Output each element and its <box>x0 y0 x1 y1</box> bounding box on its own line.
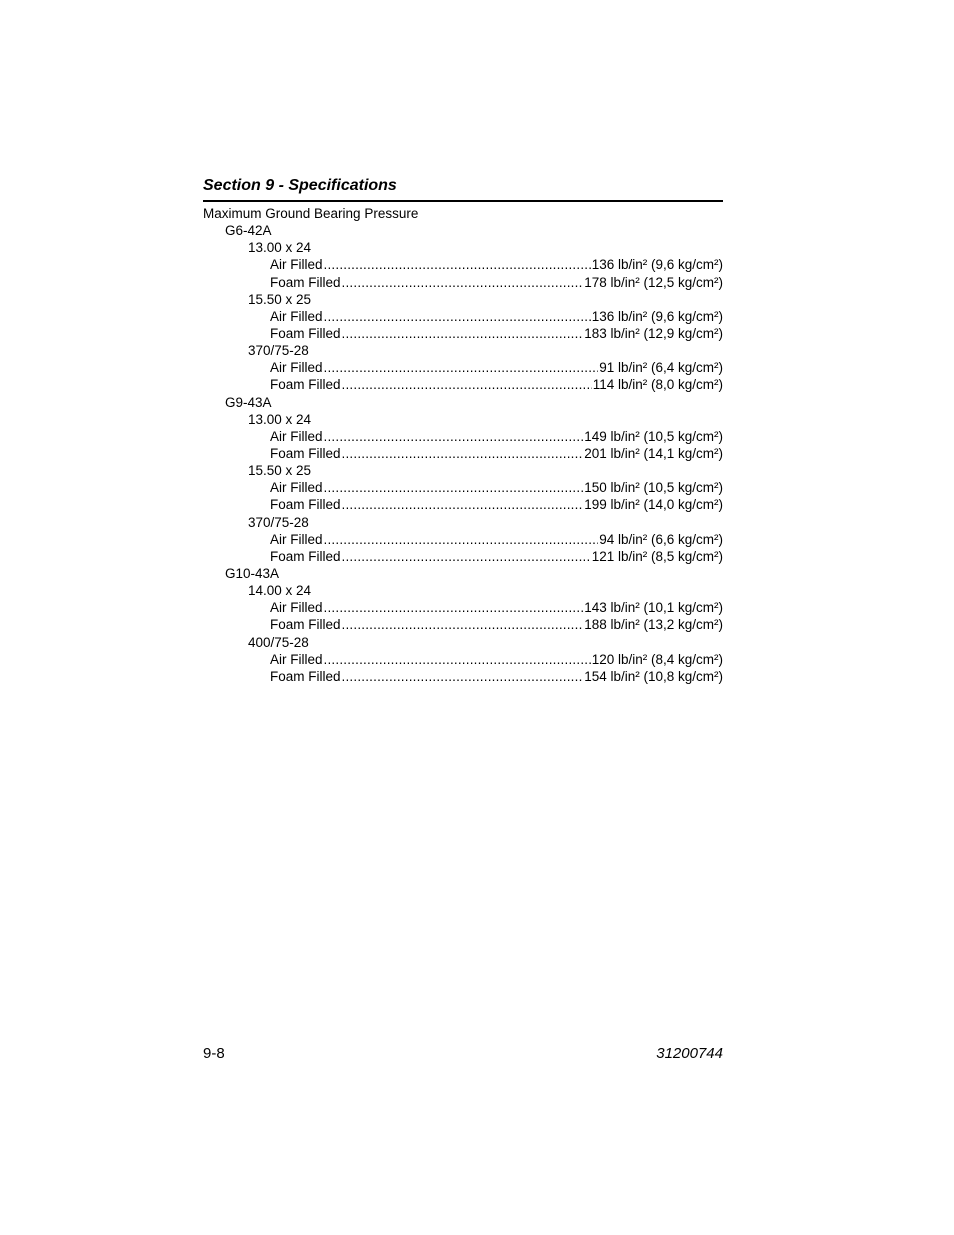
tire-size: 13.00 x 24 <box>248 411 312 427</box>
model-name: G9-43A <box>225 394 272 410</box>
spec-entry <box>203 668 723 685</box>
entry-value: 114 lb/in² (8,0 kg/cm²) <box>592 377 723 393</box>
entry-value: 149 lb/in² (10,5 kg/cm²) <box>584 428 723 444</box>
spec-entry <box>203 445 723 462</box>
entry-label: Foam Filled <box>270 274 341 290</box>
spec-entry <box>203 479 723 496</box>
entry-value: 143 lb/in² (10,1 kg/cm²) <box>584 600 723 616</box>
entry-value: 154 lb/in² (10,8 kg/cm²) <box>584 668 723 684</box>
entry-label: Air Filled <box>270 600 323 616</box>
section-title: Section 9 - Specifications <box>203 176 723 202</box>
entry-value: 201 lb/in² (14,1 kg/cm²) <box>584 445 723 461</box>
tire-size: 370/75-28 <box>248 514 309 530</box>
spec-heading: Maximum Ground Bearing Pressure <box>203 206 419 221</box>
entry-label: Air Filled <box>270 308 323 324</box>
entry-label: Air Filled <box>270 257 323 273</box>
entry-label: Air Filled <box>270 428 323 444</box>
spec-entry <box>203 308 723 325</box>
tire-size: 400/75-28 <box>248 634 309 650</box>
entry-label: Air Filled <box>270 480 323 496</box>
entry-value: 178 lb/in² (12,5 kg/cm²) <box>584 274 723 290</box>
spec-entry <box>203 496 723 513</box>
spec-list <box>203 205 723 685</box>
entry-value: 188 lb/in² (13,2 kg/cm²) <box>584 617 723 633</box>
spec-entry <box>203 616 723 633</box>
entry-value: 94 lb/in² (6,6 kg/cm²) <box>599 531 723 547</box>
entry-value: 150 lb/in² (10,5 kg/cm²) <box>584 480 723 496</box>
spec-entry <box>203 428 723 445</box>
spec-entry <box>203 599 723 616</box>
entry-value: 121 lb/in² (8,5 kg/cm²) <box>591 548 723 564</box>
model-name: G6-42A <box>225 223 272 239</box>
entry-value: 183 lb/in² (12,9 kg/cm²) <box>584 325 723 341</box>
spec-entry <box>203 376 723 393</box>
tire-size: 15.50 x 25 <box>248 463 312 479</box>
entry-label: Foam Filled <box>270 497 341 513</box>
document-number: 31200744 <box>656 1045 723 1062</box>
spec-entry <box>203 531 723 548</box>
page-number: 9-8 <box>203 1045 225 1062</box>
tire-size: 15.50 x 25 <box>248 291 312 307</box>
spec-entry <box>203 548 723 565</box>
spec-entry <box>203 325 723 342</box>
entry-value: 120 lb/in² (8,4 kg/cm²) <box>591 651 723 667</box>
entry-label: Air Filled <box>270 531 323 547</box>
entry-label: Foam Filled <box>270 377 341 393</box>
entry-value: 136 lb/in² (9,6 kg/cm²) <box>591 257 723 273</box>
entry-label: Foam Filled <box>270 668 341 684</box>
entry-label: Foam Filled <box>270 445 341 461</box>
entry-value: 199 lb/in² (14,0 kg/cm²) <box>584 497 723 513</box>
entry-label: Foam Filled <box>270 548 341 564</box>
entry-label: Foam Filled <box>270 617 341 633</box>
model-name: G10-43A <box>225 565 280 581</box>
spec-entry <box>203 359 723 376</box>
entry-label: Air Filled <box>270 651 323 667</box>
spec-entry <box>203 256 723 273</box>
entry-value: 91 lb/in² (6,4 kg/cm²) <box>599 360 723 376</box>
entry-label: Air Filled <box>270 360 323 376</box>
tire-size: 370/75-28 <box>248 343 309 359</box>
spec-entry <box>203 651 723 668</box>
entry-label: Foam Filled <box>270 325 341 341</box>
entry-value: 136 lb/in² (9,6 kg/cm²) <box>591 308 723 324</box>
spec-entry <box>203 274 723 291</box>
tire-size: 13.00 x 24 <box>248 240 312 256</box>
tire-size: 14.00 x 24 <box>248 583 312 599</box>
